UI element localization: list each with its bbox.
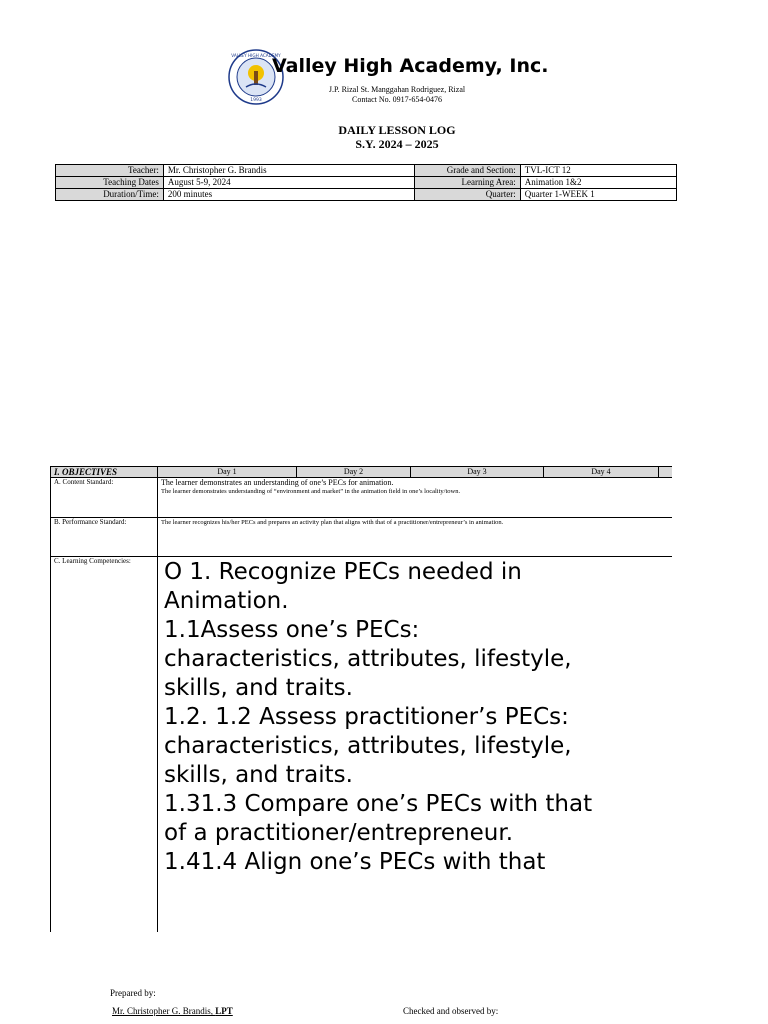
learning-competencies-label: C. Learning Competencies: xyxy=(51,557,158,933)
logo-text: VALLEY HIGH ACADEMY xyxy=(231,53,281,58)
logo-year: 1993 xyxy=(250,98,262,103)
teacher-value: Mr. Christopher G. Brandis xyxy=(163,165,414,177)
performance-standard-text: The learner recognizes his/her PECs and prepares an activity plan that aligns with that of a practitioner/entrepreneur’s in animation. xyxy=(158,518,673,557)
duration-label: Duration/Time: xyxy=(56,189,164,201)
performance-standard-label: B. Performance Standard: xyxy=(51,518,158,557)
competency-item: 1.1Assess one’s PECs: characteristics, attributes, lifestyle, skills, and traits. xyxy=(164,617,572,701)
learning-competencies-cell xyxy=(158,557,673,933)
prepared-by-label: Prepared by: xyxy=(110,988,156,998)
objectives-heading: I. OBJECTIVES xyxy=(51,467,158,478)
blank-header xyxy=(659,467,673,478)
competency-item: 1.31.3 Compare one’s PECs with that of a practitioner/entrepreneur. xyxy=(164,791,593,846)
dates-value: August 5-9, 2024 xyxy=(163,177,414,189)
day-2-header: Day 2 xyxy=(297,467,411,478)
checked-by-label: Checked and observed by: xyxy=(403,1006,499,1016)
quarter-label: Quarter: xyxy=(414,189,520,201)
school-address: J.P. Rizal St. Manggahan Rodriguez, Rizal xyxy=(328,85,466,94)
preparer-signature xyxy=(112,1006,233,1016)
quarter-value: Quarter 1-WEEK 1 xyxy=(520,189,676,201)
content-standard-label: A. Content Standard: xyxy=(51,478,158,518)
preparer-name: Mr. Christopher G. Brandis, xyxy=(112,1006,216,1016)
day-3-header: Day 3 xyxy=(411,467,544,478)
objectives-table xyxy=(50,466,672,932)
day-4-header: Day 4 xyxy=(544,467,659,478)
learning-competencies-list xyxy=(161,557,594,877)
teacher-label: Teacher: xyxy=(56,165,164,177)
document-title: DAILY LESSON LOG xyxy=(338,123,456,137)
content-standard-line-2: The learner demonstrates understanding of “environment and market” in the animation field in one’s locality/town. xyxy=(161,488,461,495)
school-contact: Contact No. 0917-654-0476 xyxy=(352,95,442,104)
school-name: Valley High Academy, Inc. xyxy=(272,55,549,77)
preparer-title: LPT xyxy=(215,1006,233,1016)
dates-label: Teaching Dates xyxy=(56,177,164,189)
competency-item: 1.2. 1.2 Assess practitioner’s PECs: characteristics, attributes, lifestyle, skills, and traits. xyxy=(164,704,572,788)
grade-value: TVL-ICT 12 xyxy=(520,165,676,177)
area-label: Learning Area: xyxy=(414,177,520,189)
objectives-section xyxy=(50,466,672,932)
school-year: S.Y. 2024 – 2025 xyxy=(355,137,439,151)
content-standard-line-1: The learner demonstrates an understanding of one’s PECs for animation. xyxy=(161,478,394,487)
area-value: Animation 1&2 xyxy=(520,177,676,189)
grade-label: Grade and Section: xyxy=(414,165,520,177)
competency-item: O 1. Recognize PECs needed in Animation. xyxy=(164,559,522,614)
content-standard-cell xyxy=(158,478,673,518)
day-1-header: Day 1 xyxy=(158,467,297,478)
duration-value: 200 minutes xyxy=(163,189,414,201)
competency-item: 1.41.4 Align one’s PECs with that xyxy=(164,849,546,875)
lesson-info-table xyxy=(55,164,677,201)
